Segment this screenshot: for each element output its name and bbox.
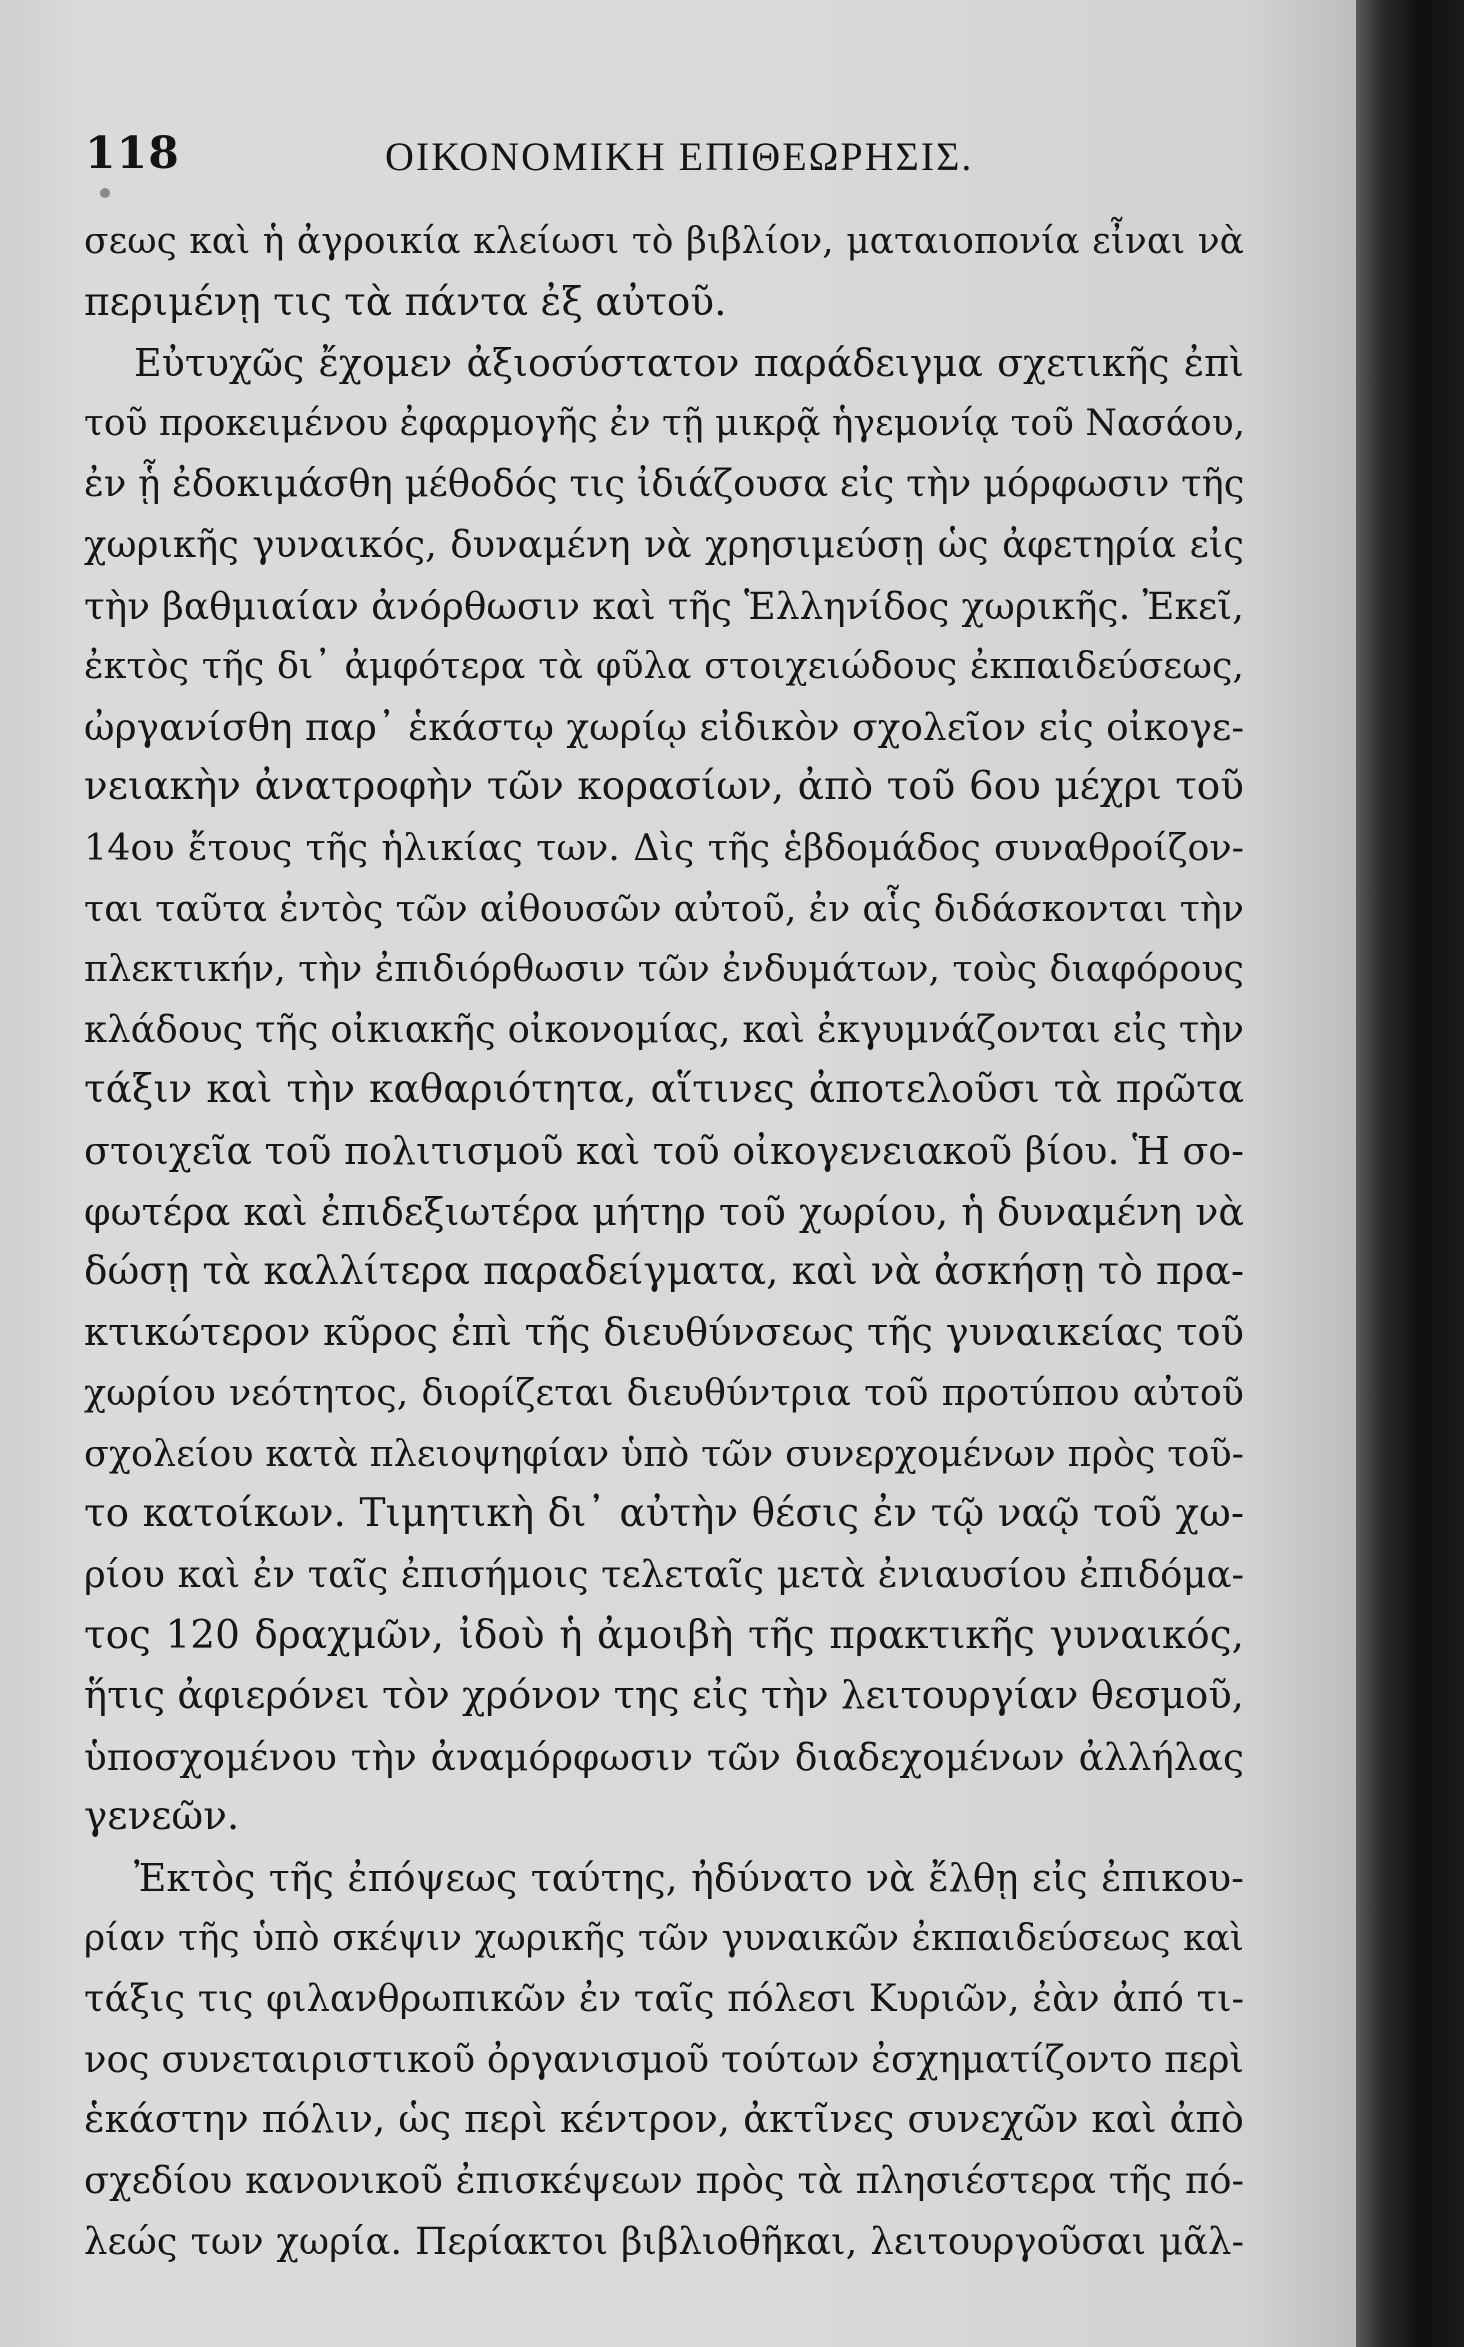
text-line: πλεκτικήν, τὴν ἐπιδιόρθωσιν τῶν ἐνδυμάτων, τοὺς διαφόρους <box>84 947 1244 991</box>
text-line: τάξις τις φιλανθρωπικῶν ἐν ταῖς πόλεσι Κυριῶν, ἐὰν ἀπό τι- <box>84 1977 1244 2021</box>
text-line: τάξιν καὶ τὴν καθαριότητα, αἵτινες ἀποτελοῦσι τὰ πρῶτα <box>84 1067 1244 1113</box>
body-text <box>84 212 1244 2272</box>
text-line: χωρίου νεότητος, διορίζεται διευθύντρια τοῦ προτύπου αὐτοῦ <box>84 1371 1244 1415</box>
text-line: γενεῶν. <box>84 1794 240 1840</box>
text-line: κλάδους τῆς οἰκιακῆς οἰκονομίας, καὶ ἐκγυμνάζονται εἰς τὴν <box>84 1007 1244 1051</box>
text-line: ἐν ᾗ ἐδοκιμάσθη μέθοδός τις ἰδιάζουσα εἰς τὴν μόρφωσιν τῆς <box>84 462 1245 506</box>
text-line: τος 120 δραχμῶν, ἰδοὺ ἡ ἀμοιβὴ τῆς πρακτικῆς γυναικός, <box>84 1612 1244 1658</box>
text-line: ὠργανίσθη παρ᾽ ἑκάστῳ χωρίῳ εἰδικὸν σχολεῖον εἰς οἰκογε- <box>84 704 1244 749</box>
text-line: 14ου ἔτους τῆς ἡλικίας των. Δὶς τῆς ἑβδομάδος συναθροίζον- <box>84 825 1244 869</box>
text-line: σχολείου κατὰ πλειοψηφίαν ὑπὸ τῶν συνερχομένων πρὸς τοῦ- <box>84 1431 1244 1475</box>
running-title: ΟΙΚΟΝΟΜΙΚΗ ΕΠΙΘΕΩΡΗΣΙΣ. <box>385 134 974 179</box>
text-line: το κατοίκων. Τιμητικὴ δι᾽ αὐτὴν θέσις ἐν τῷ ναῷ τοῦ χω- <box>84 1491 1244 1537</box>
text-line: ἥτις ἀφιερόνει τὸν χρόνον της εἰς τὴν λειτουργίαν θεσμοῦ, <box>84 1673 1244 1719</box>
text-line: σχεδίου κανονικοῦ ἐπισκέψεων πρὸς τὰ πλησιέστερα τῆς πό- <box>84 2159 1244 2202</box>
text-line: νειακὴν ἀνατροφὴν τῶν κορασίων, ἀπὸ τοῦ 6ου μέχρι τοῦ <box>84 764 1244 810</box>
book-gutter-shadow <box>1356 0 1464 2347</box>
text-line: φωτέρα καὶ ἐπιδεξιωτέρα μήτηρ τοῦ χωρίου, ἡ δυναμένη νὰ <box>84 1189 1244 1234</box>
text-line: ρίαν τῆς ὑπὸ σκέψιν χωρικῆς τῶν γυναικῶν ἐκπαιδεύσεως καὶ <box>84 1917 1244 1959</box>
text-line: ται ταῦτα ἐντὸς τῶν αἰθουσῶν αὐτοῦ, ἐν αἷς διδάσκονται τὴν <box>84 886 1244 930</box>
text-line: ἐκτὸς τῆς δι᾽ ἀμφότερα τὰ φῦλα στοιχειώδους ἐκπαιδεύσεως, <box>84 644 1244 688</box>
text-line: στοιχεῖα τοῦ πολιτισμοῦ καὶ τοῦ οἰκογενειακοῦ βίου. Ἡ σο- <box>84 1128 1244 1173</box>
text-line: δώσῃ τὰ καλλίτερα παραδείγματα, καὶ νὰ ἀσκήσῃ τὸ πρα- <box>84 1249 1244 1295</box>
ink-dot <box>100 188 110 198</box>
text-line: λεώς των χωρία. Περίακτοι βιβλιοθῆκαι, λειτουργοῦσαι μᾶλ- <box>84 2219 1244 2263</box>
text-line: ὑποσχομένου τὴν ἀναμόρφωσιν τῶν διαδεχομένων ἀλλήλας <box>84 1734 1244 1779</box>
text-line: Ἐκτὸς τῆς ἐπόψεως ταύτης, ἠδύνατο νὰ ἔλθῃ εἰς ἐπικου- <box>134 1856 1244 1901</box>
text-line: νος συνεταιριστικοῦ ὀργανισμοῦ τούτων ἐσχηματίζοντο περὶ <box>84 2037 1244 2081</box>
text-line: ἑκάστην πόλιν, ὡς περὶ κέντρον, ἀκτῖνες συνεχῶν καὶ ἀπὸ <box>84 2097 1244 2143</box>
page-header <box>85 128 1235 188</box>
page-number: 118 <box>85 128 180 179</box>
text-line: περιμένῃ τις τὰ πάντα ἐξ αὐτοῦ. <box>84 279 727 325</box>
text-line: τοῦ προκειμένου ἐφαρμογῆς ἐν τῇ μικρᾷ ἡγεμονίᾳ τοῦ Νασάου, <box>84 402 1246 444</box>
text-line: κτικώτερον κῦρος ἐπὶ τῆς διευθύνσεως τῆς γυναικείας τοῦ <box>84 1309 1244 1355</box>
text-line: Εὐτυχῶς ἔχομεν ἀξιοσύστατον παράδειγμα σχετικῆς ἐπὶ <box>134 341 1244 386</box>
text-line: ρίου καὶ ἐν ταῖς ἐπισήμοις τελεταῖς μετὰ ἐνιαυσίου ἐπιδόμα- <box>84 1553 1244 1597</box>
text-line: χωρικῆς γυναικός, δυναμένη νὰ χρησιμεύσῃ ὡς ἀφετηρία εἰς <box>84 522 1244 566</box>
text-line: τὴν βαθμιαίαν ἀνόρθωσιν καὶ τῆς Ἑλληνίδος χωρικῆς. Ἐκεῖ, <box>84 583 1244 628</box>
text-line: σεως καὶ ἡ ἀγροικία κλείωσι τὸ βιβλίον, ματαιοπονία εἶναι νὰ <box>84 221 1244 262</box>
